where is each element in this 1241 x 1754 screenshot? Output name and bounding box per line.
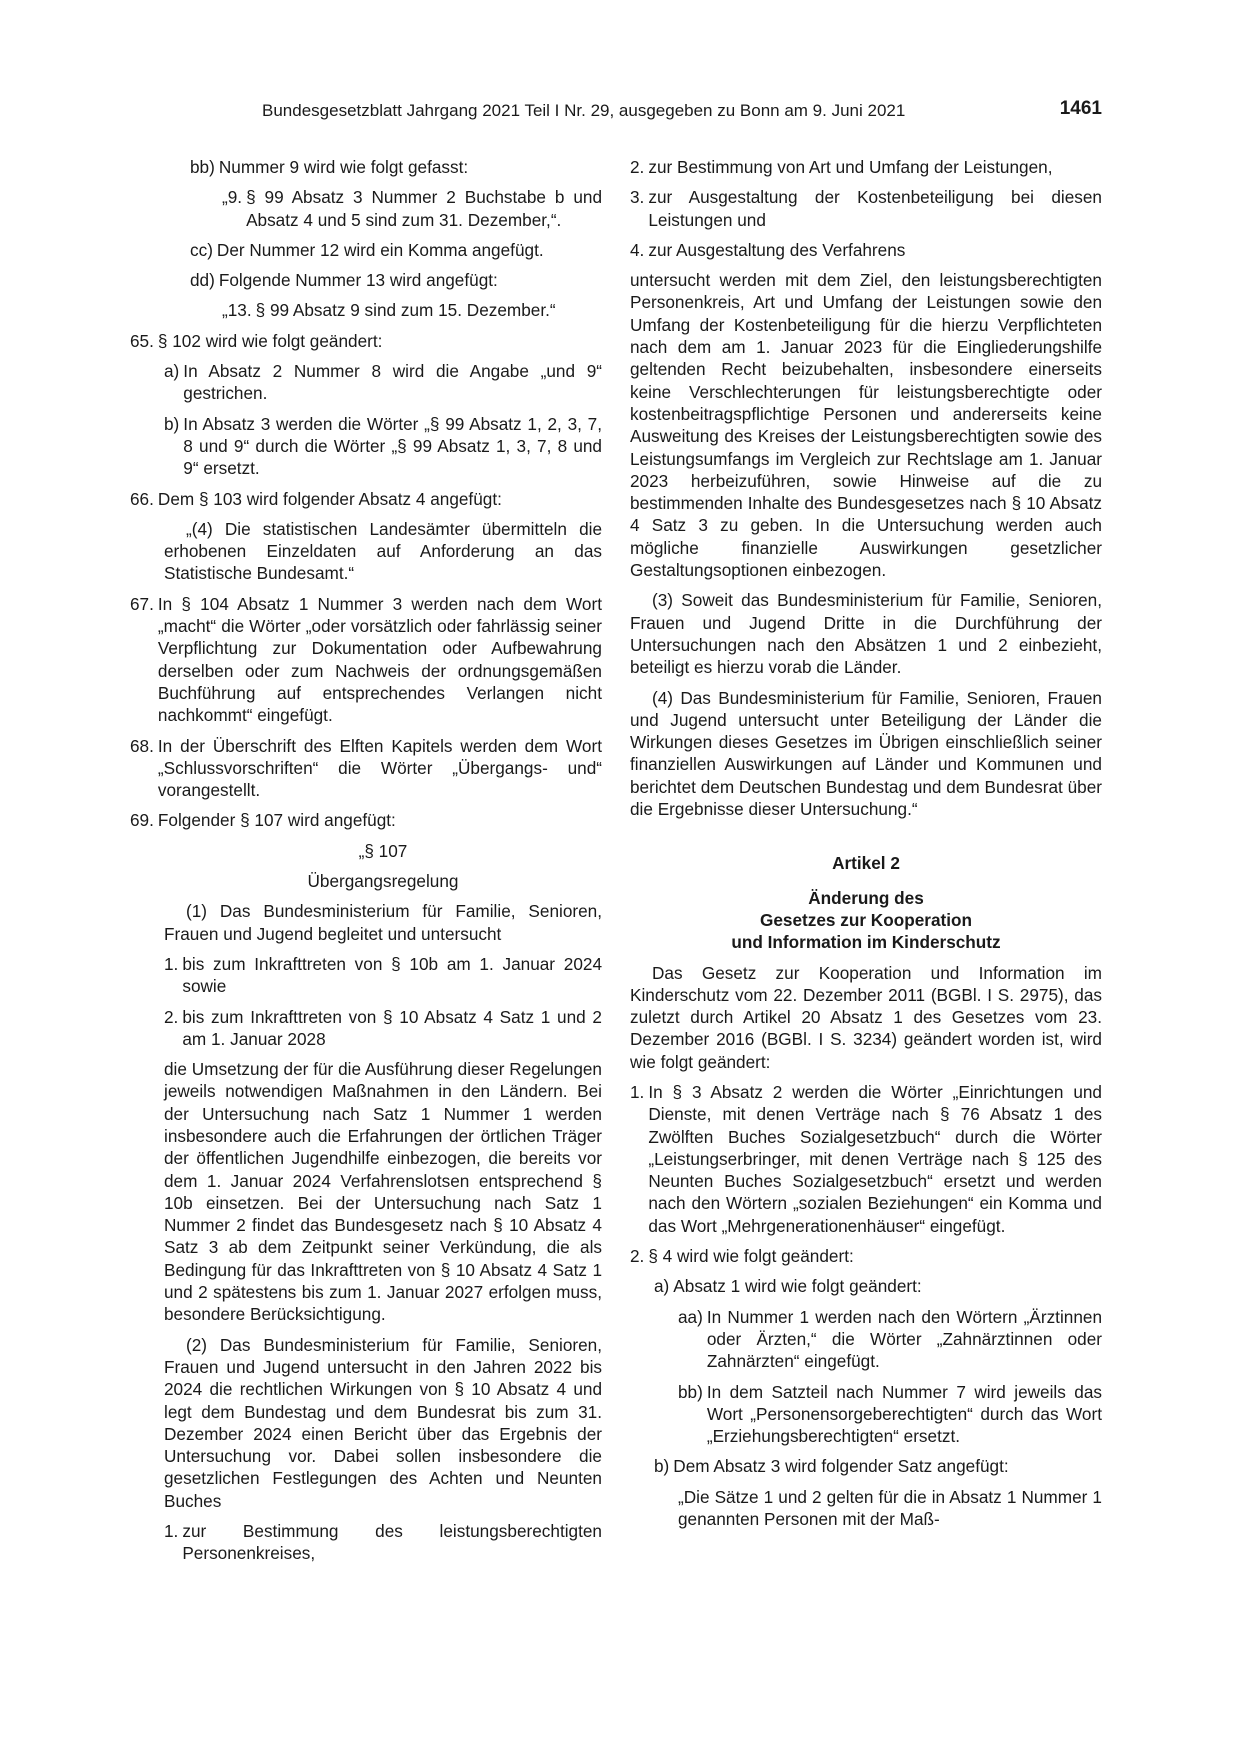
running-header xyxy=(262,100,1102,122)
list-item: dd) Folgende Nummer 13 wird angefügt: xyxy=(190,270,498,291)
list-item: 1. bis zum Inkrafttreten von § 10b am 1. Januar 2024 sowie xyxy=(164,953,602,997)
list-item: 69. Folgender § 107 wird angefügt: xyxy=(130,810,396,831)
list-item: 66. Dem § 103 wird folgender Absatz 4 angefügt: xyxy=(130,488,502,509)
list-item: 2. § 4 wird wie folgt geändert: xyxy=(630,1246,854,1267)
list-item: 2. bis zum Inkrafttreten von § 10 Absatz 4 Satz 1 und 2 am 1. Januar 2028 xyxy=(164,1006,602,1049)
paragraph: (2) Das Bundesministerium für Familie, Senioren, Frauen und Jugend untersucht in den Jahren 2022 bis 2024 die rechtlichen Wirkungen von § 10 Absatz 4 und legt dem Bundestag und dem Bundesrat bis zum 31. Dezember 2024 einen Bericht über das Ergebnis der Untersuchung vor. Dabei sollen insbesondere die gesetzlichen Festlegungen des Achten und Neunten Buches xyxy=(164,1334,602,1511)
list-item: aa) In Nummer 1 werden nach den Wörtern „Ärztinnen oder Ärzten,“ die Wörter „Zahnärztinnen oder Zahnärzten“ eingefügt. xyxy=(678,1306,1102,1372)
list-item: 4. zur Ausgestaltung des Verfahrens xyxy=(630,239,906,260)
list-item: 2. zur Bestimmung von Art und Umfang der Leistungen, xyxy=(630,157,1053,177)
paragraph: Das Gesetz zur Kooperation und Information im Kinderschutz vom 22. Dezember 2011 (BGBl. I S. 2975), das zuletzt durch Artikel 20 Absatz 1 des Gesetzes vom 23. Dezember 2016 (BGBl. I S. 3234) geändert worden ist, wird wie folgt geändert: xyxy=(630,962,1102,1072)
list-item: a) In Absatz 2 Nummer 8 wird die Angabe „und 9“ gestrichen. xyxy=(164,361,602,404)
paragraph: die Umsetzung der für die Ausführung dieser Regelungen jeweils notwendigen Maßnahmen in den Ländern. Bei der Untersuchung nach Satz 1 Nummer 1 werden insbesondere auch die Erfahrungen der örtlichen Träger der öffentlichen Jugendhilfe einbezogen, die bereits vor dem 1. Januar 2024 Verfahrenslotsen entsprechend § 10b einsetzen. Bei der Untersuchung nach Satz 1 Nummer 2 findet das Bundesgesetz nach § 10 Absatz 4 Satz 3 ab dem Zeitpunkt seiner Verkündung, die als Bedingung für das Inkrafttreten von § 10 Absatz 4 Satz 1 und 2 spätestens bis zum 1. Januar 2027 erfolgen muss, besondere Berücksichtigung. xyxy=(164,1059,602,1325)
list-item: 65. § 102 wird wie folgt geändert: xyxy=(130,330,383,351)
article-subtitle: Änderung des xyxy=(808,887,924,908)
list-item: 1. In § 3 Absatz 2 werden die Wörter „Einrichtungen und Dienste, mit denen Verträge nach § 76 Absatz 1 des Zwölften Buches Sozialgesetzbuch“ durch die Wörter „Leistungserbringer, mit denen Verträge nach § 125 des Neunten Buches Sozialgesetzbuch“ ersetzt und werden nach den Wörtern „sozialen Beziehungen“ ein Komma und das Wort „Mehrgenerationenhäuser“ eingefügt. xyxy=(630,1081,1102,1236)
list-item: 1. zur Bestimmung des leistungsberechtigten Personenkreises, xyxy=(164,1521,602,1564)
list-item: 67. In § 104 Absatz 1 Nummer 3 werden nach dem Wort „macht“ die Wörter „oder vorsätzlich oder fahrlässig seiner Verpflichtung zur Dokumentation oder Aufbewahrung derselben oder zum Nachweis der ordnungsgemäßen Buchführung auf entsprechendes Verlangen nicht nachkommt“ eingefügt. xyxy=(130,593,602,726)
article-heading: Artikel 2 xyxy=(832,853,900,874)
list-item: bb) In dem Satzteil nach Nummer 7 wird jeweils das Wort „Personensorgeberechtigten“ durch das Wort „Erziehungsberechtigten“ ersetzt. xyxy=(678,1381,1102,1447)
article-subtitle: Gesetzes zur Kooperation xyxy=(759,909,973,930)
list-item: 68. In der Überschrift des Elften Kapitels werden dem Wort „Schlussvorschriften“ die Wörter „Übergangs- und“ vorangestellt. xyxy=(130,735,602,801)
quoted-paragraph: „(4) Die statistischen Landesämter übermitteln die erhobenen Einzeldaten auf Anforderung an das Statistische Bundesamt.“ xyxy=(164,518,602,584)
list-item: b) In Absatz 3 werden die Wörter „§ 99 Absatz 1, 2, 3, 7, 8 und 9“ durch die Wörter „§ 99 Absatz 1, 3, 7, 8 und 9“ ersetzt. xyxy=(164,413,602,479)
list-item: b) Dem Absatz 3 wird folgender Satz angefügt: xyxy=(654,1456,1009,1477)
section-number: „§ 107 xyxy=(358,840,408,861)
list-item: 3. zur Ausgestaltung der Kostenbeteiligung bei diesen Leistungen und xyxy=(630,187,1102,230)
section-title: Übergangsregelung xyxy=(307,871,459,892)
list-item: bb) Nummer 9 wird wie folgt gefasst: xyxy=(190,157,469,177)
quoted-item: „9. § 99 Absatz 3 Nummer 2 Buchstabe b und Absatz 4 und 5 sind zum 31. Dezember,“. xyxy=(222,187,602,230)
page-number: 1461 xyxy=(1059,98,1102,119)
paragraph: (4) Das Bundesministerium für Familie, Senioren, Frauen und Jugend untersucht unter Beteiligung der Länder die Wirkungen dieses Gesetzes im Übrigen einschließlich seiner finanziellen Auswirkungen auf Länder und Kommunen und berichtet dem Deutschen Bundestag und dem Bundesrat über die Ergebnisse dieser Untersuchung.“ xyxy=(630,687,1103,820)
right-column xyxy=(630,156,1102,1530)
paragraph: untersucht werden mit dem Ziel, den leistungsberechtigten Personenkreis, Art und Umfang der Leistungen sowie den Umfang der Kostenbeteiligung für die hierzu Verpflichteten nach dem am 1. Januar 2023 für die Eingliederungshilfe geltenden Recht beizubehalten, insbesondere einerseits keine Verschlechterungen für leistungsberechtigte oder kostenbeitragspflichtige Personen und andererseits keine Ausweitung des Kreises der Leistungsberechtigten sowie des Leistungsumfangs im Vergleich zur Rechtslage am 1. Januar 2023 herbeizuführen, sowie Hinweise auf die zu bestimmenden Inhalte des Bundesgesetzes nach § 10 Absatz 4 Satz 3 zu geben. In die Untersuchung werden auch mögliche finanzielle Auswirkungen gesetzlicher Gestaltungsoptionen einbezogen. xyxy=(630,270,1102,581)
quoted-paragraph: „Die Sätze 1 und 2 gelten für die in Absatz 1 Nummer 1 genannten Personen mit der Maß- xyxy=(678,1486,1102,1530)
paragraph: (3) Soweit das Bundesministerium für Familie, Senioren, Frauen und Jugend Dritte in die Durchführung der Untersuchungen nach den Absätzen 1 und 2 einbezieht, beteiligt es hierzu vorab die Länder. xyxy=(630,590,1102,678)
article-subtitle: und Information im Kinderschutz xyxy=(731,932,1001,953)
list-item: a) Absatz 1 wird wie folgt geändert: xyxy=(654,1276,922,1297)
quoted-item: „13. § 99 Absatz 9 sind zum 15. Dezember.“ xyxy=(222,300,556,321)
paragraph: (1) Das Bundesministerium für Familie, Senioren, Frauen und Jugend begleitet und untersucht xyxy=(164,901,602,944)
left-column xyxy=(130,156,602,1573)
header-title: Bundesgesetzblatt Jahrgang 2021 Teil I Nr. 29, ausgegeben zu Bonn am 9. Juni 2021 xyxy=(262,101,906,120)
list-item: cc) Der Nummer 12 wird ein Komma angefügt. xyxy=(190,239,544,260)
